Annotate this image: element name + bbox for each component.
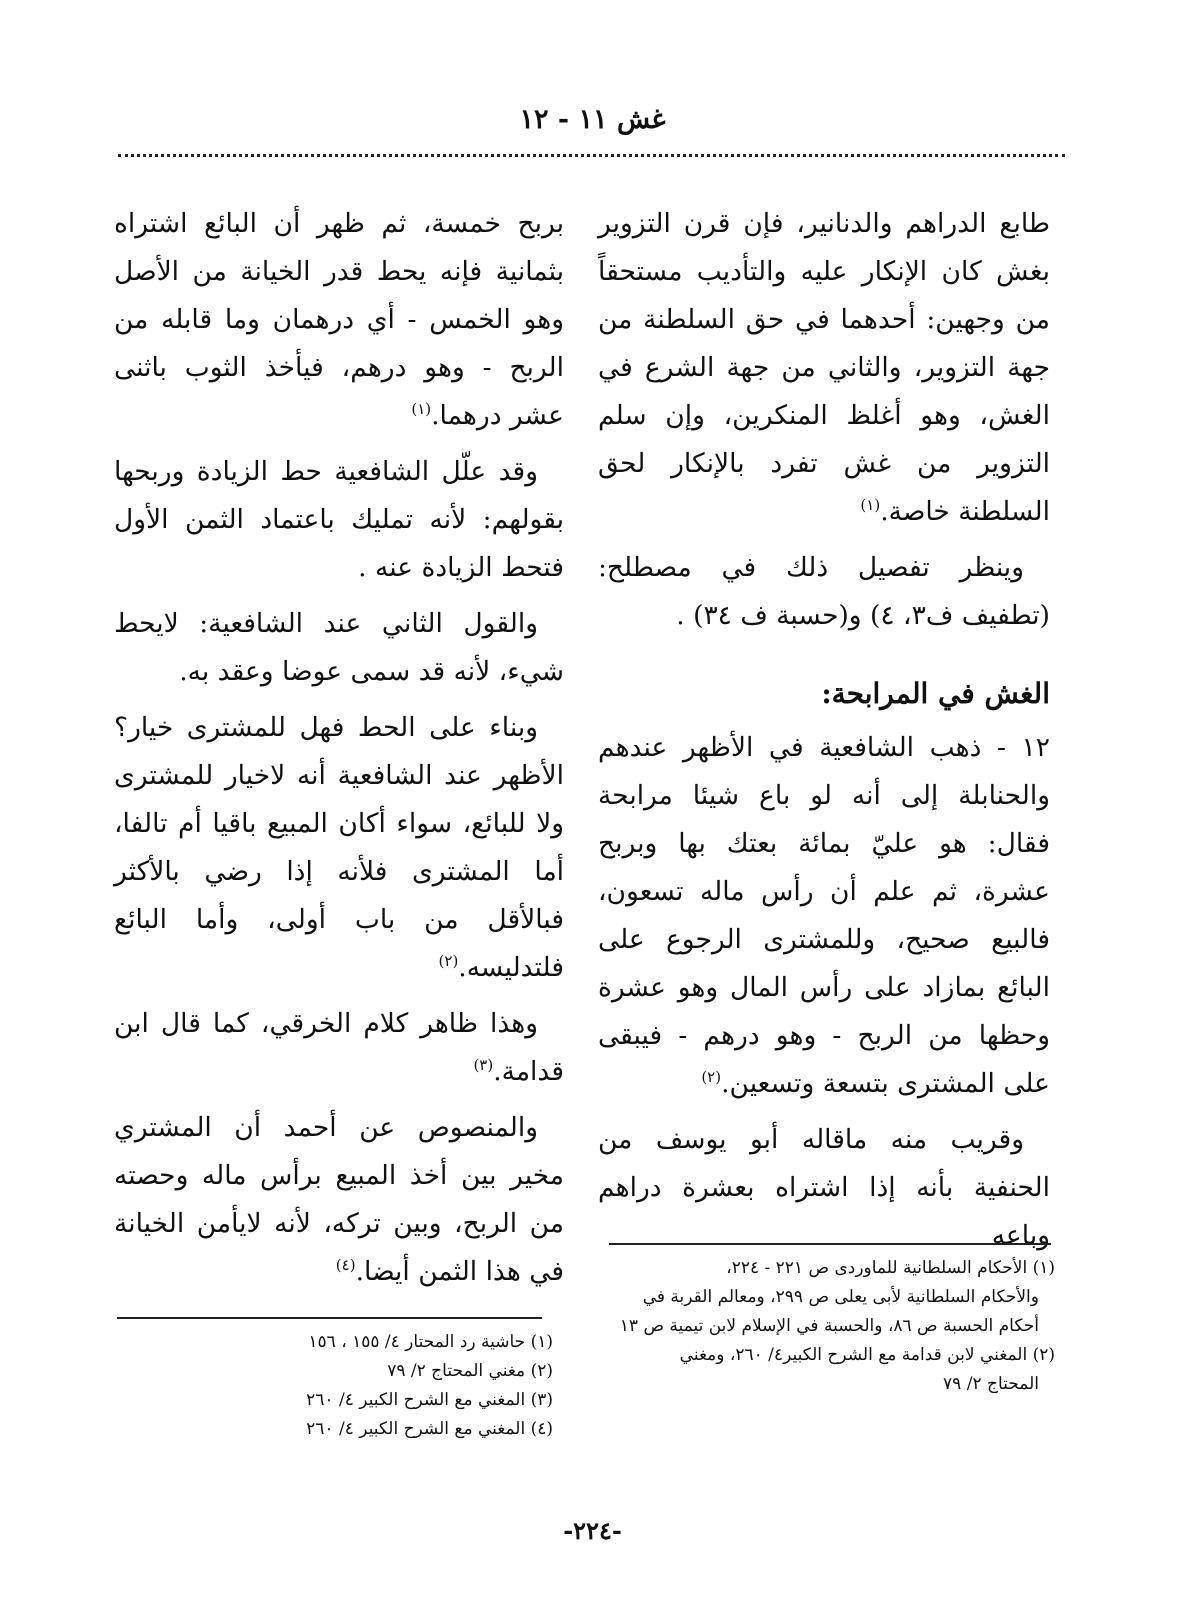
- header-dotted-rule: [118, 154, 1065, 157]
- footnote-1: (١) الأحكام السلطانية للماوردى ص ٢٢١ - ٢٢٤،: [726, 1258, 1055, 1278]
- paragraph-text: ١٢ - ذهب الشافعية في الأظهر عندهم والحنابلة إلى أنه لو باع شيئا مرابحة فقال: هو عليّ بمائة بعتك بها وبربح عشرة، ثم علم أن رأس ماله تسعون، فالبيع صحيح، وللمشترى الرجوع على البائع بمازاد على رأس المال وهو عشرة وحظها من الربح - وهو درهم - فيبقى على المشترى بتسعة وتسعين.: [598, 732, 1050, 1099]
- paragraph-text: وقد علّل الشافعية حط الزيادة وربحها بقولهم: لأنه تمليك باعتماد الثمن الأول فتحط الزيادة عنه .: [114, 456, 564, 583]
- footnote-ref: (٢): [701, 1068, 722, 1087]
- footnote-ref: (٢): [438, 952, 459, 971]
- footnote-1: (١) حاشية رد المحتار ٤/ ١٥٥ ، ١٥٦: [308, 1332, 553, 1352]
- footnote-1-continued: والأحكام السلطانية لأبى يعلى ص ٢٩٩، ومعالم القربة في أحكام الحسبة ص ٨٦، والحسبة في الإسلام لابن تيمية ص ١٣: [619, 1287, 1039, 1336]
- left-text-column: [114, 200, 564, 1304]
- footnote-ref: (١): [860, 496, 881, 515]
- paragraph: [114, 704, 564, 992]
- paragraph-text: وبناء على الحط فهل للمشترى خيار؟ الأظهر عند الشافعية أنه لاخيار للمشترى ولا للبائع، سواء أكان المبيع باقيا أم تالفا، أما المشترى فلأنه إذا رضي بالأكثر فبالأقل من باب أولى، وأما البائع فلتدليسه.: [114, 712, 564, 983]
- paragraph: [114, 1104, 564, 1296]
- paragraph-text: طابع الدراهم والدنانير، فإن قرن التزوير بغش كان الإنكار عليه والتأديب مستحقاً من وجهين: أحدهما في حق السلطنة من جهة التزوير، والثاني من جهة الشرع في الغش، وهو أغلظ المنكرين، وإن سلم التزوير من غش تفرد بالإنكار لحق السلطنة خاصة.: [598, 208, 1050, 527]
- paragraph: [598, 1116, 1050, 1260]
- paragraph-text: وينظر تفصيل ذلك في مصطلح: (تطفيف ف٣، ٤) و(حسبة ف ٣٤) .: [598, 552, 1050, 631]
- paragraph: [114, 448, 564, 592]
- paragraph-text: والمنصوص عن أحمد أن المشتري مخير بين أخذ المبيع برأس ماله وحصته من الربح، وبين تركه، لأنه لايأمن الخيانة في هذا الثمن أيضا.: [114, 1112, 564, 1287]
- section-heading: الغش في المرابحة:: [821, 677, 1050, 710]
- right-text-column: [598, 200, 1050, 1268]
- paragraph: [598, 724, 1050, 1108]
- footnotes-left: [140, 1328, 553, 1444]
- footnote-ref: (١): [411, 400, 432, 419]
- footnote-4: (٤) المغني مع الشرح الكبير ٤/ ٢٦٠: [306, 1419, 553, 1439]
- page-number: -٢٢٤-: [563, 1516, 622, 1545]
- paragraph: [114, 1000, 564, 1096]
- footnote-ref: (٣): [473, 1056, 494, 1075]
- paragraph: [114, 200, 564, 440]
- footnote-2-continued: المحتاج ٢/ ٧٩: [943, 1374, 1039, 1394]
- footnote-2: (٢) المغني لابن قدامة مع الشرح الكبير٤/ ٢٦٠، ومغني: [679, 1345, 1055, 1365]
- paragraph-text: وقريب منه ماقاله أبو يوسف من الحنفية بأنه إذا اشتراه بعشرة دراهم وباعه: [598, 1124, 1050, 1251]
- footnotes-right: [609, 1254, 1055, 1399]
- paragraph-text: بربح خمسة، ثم ظهر أن البائع اشتراه بثمانية فإنه يحط قدر الخيانة من الأصل وهو الخمس - أي درهمان وما قابله من الربح - وهو درهم، فيأخذ الثوب باثنى عشر درهما.: [114, 208, 564, 431]
- footnote-divider-right: [609, 1243, 1051, 1245]
- footnote-3: (٣) المغني مع الشرح الكبير ٤/ ٢٦٠: [306, 1390, 553, 1410]
- paragraph: [598, 200, 1050, 536]
- page-header-title: غش ١١ - ١٢: [519, 104, 666, 135]
- paragraph-text: والقول الثاني عند الشافعية: لايحط شيء، لأنه قد سمى عوضا وعقد به.: [114, 608, 564, 687]
- paragraph: [114, 600, 564, 696]
- footnote-2: (٢) مغني المحتاج ٢/ ٧٩: [387, 1361, 553, 1381]
- paragraph: [598, 544, 1050, 640]
- footnote-ref: (٤): [335, 1256, 356, 1275]
- paragraph-text: وهذا ظاهر كلام الخرقي، كما قال ابن قدامة.: [114, 1008, 564, 1087]
- footnote-divider-left: [117, 1317, 542, 1319]
